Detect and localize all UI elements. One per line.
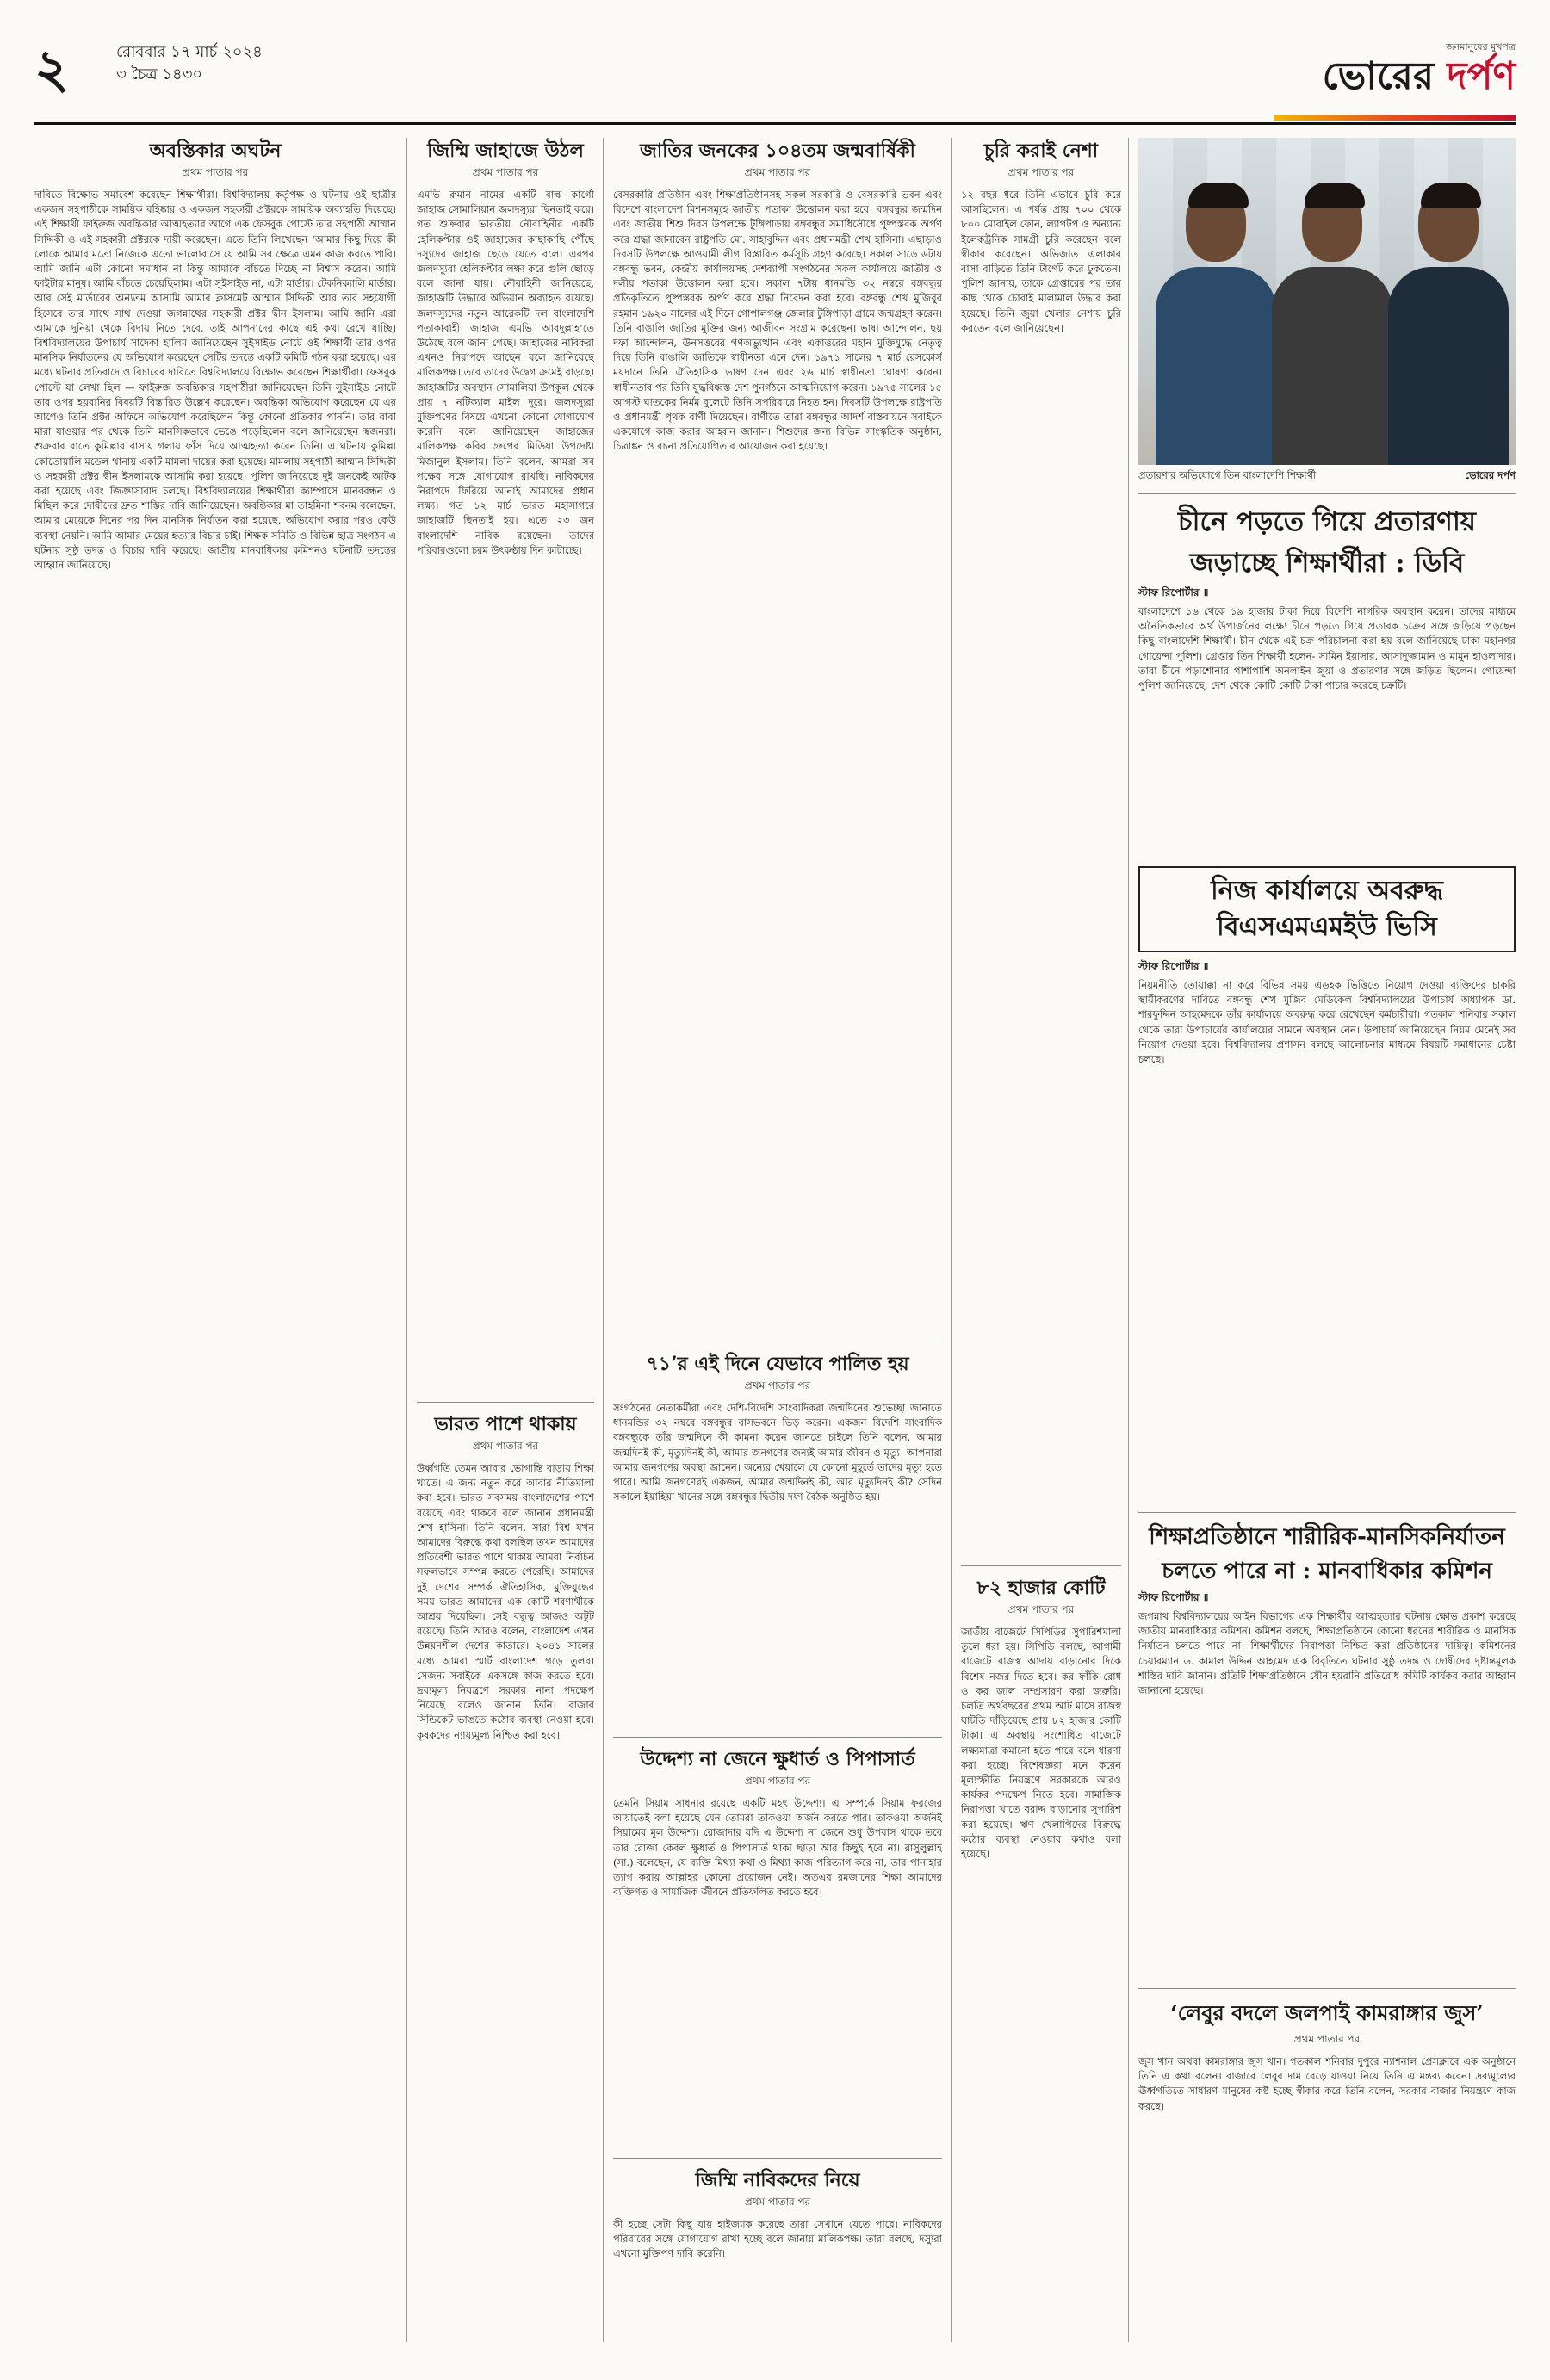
headline: অবস্তিকার অঘটন bbox=[149, 139, 282, 162]
article-body: দাবিতে বিক্ষোভ সমাবেশ করেছেন শিক্ষার্থীরা। বিশ্ববিদ্যালয় কর্তৃপক্ষ ও ঘটনায় ওই ছাত্রীর একজন সহপাঠীকে সাময়িক বহিষ্কার ও একজন সহকারী প্রক্টরকে সাময়িক অব্যাহতি দিয়েছে। এই শিক্ষার্থী ফাইরুজ অবন্তিকার আত্মহত্যার আগে এক ফেসবুক পোস্টে তার সহপাঠী আম্মান সিদ্দিকী ও এই সহকারী প্রক্টরকে দায়ী করেছেন। এতে তিনি লিখেছেন ‘আমার কিছু দিয়ে কী লোকে আমার মতো নিজেকে এতো ভালোবাসে যে আমি সব ক্ষেত্রে এমন কাজ করতে পারি। আমি জানি এটা কোনো সমাধান না কিন্তু আমাকে বাঁচতে দিচ্ছে না বিশ্বাস করেন। আমি ফাইটার মানুষ। আমি বাঁচতে চেয়েছিলাম। এটা সুইসাইড না, এটা মার্ডার। টেকনিক্যালি মার্ডার। আর সেই মার্ডারের অন্যতম আসামি আমার ক্লাসমেট আম্মান সিদ্দিকী আর তার সহযোগী হিসেবে তার সাথে সাথ দেওয়া জগন্নাথের সহকারী প্রক্টর দ্বীন ইসলাম। আমি জানি এরা আমাকে দুনিয়া থেকে বিদায় নিতে দেবে, তাই আপনাদের কাছে এই কথা রেখে যাচ্ছি। বিশ্ববিদ্যালয়ের উপাচার্য সাদেকা হালিম জানিয়েছেন সুইসাইড নোটে ওই শিক্ষার্থী তার ওপর মানসিক নির্যাতনের যে অভিযোগ করেছেন সেটির তদন্তে একটি কমিটি গঠন করা হয়েছে। এর মধ্যে ঘটনার প্রতিবাদে ও বিচারের দাবিতে বিশ্ববিদ্যালয়ে বিক্ষোভ করেছেন শিক্ষার্থীরা। ফেসবুক পোস্টে যা লেখা ছিল — ফাইরুজ অবন্তিকার সহপাঠীরা জানিয়েছেন তিনি সুইসাইড নোটে তার ওপর হয়রানির বিষয়টি বিস্তারিত উল্লেখ করেছেন। অবন্তিকা অভিযোগ করেছেন যে এর আগেও তিনি প্রক্টর অফিসে অভিযোগ করেছিলেন কিন্তু কোনো প্রতিকার পাননি। তার বাবা মারা যাওয়ার পর থেকে তিনি মানসিকভাবে ভেঙে পড়েছিলেন বলে জানিয়েছেন স্বজনরা। শুক্রবার রাতে কুমিল্লার বাসায় গলায় ফাঁস দিয়ে আত্মহত্যা করেন তিনি। এ ঘটনায় কুমিল্লা কোতোয়ালি মডেল থানায় একটি মামলা দায়ের করা হয়েছে। মামলায় সহপাঠী আম্মান সিদ্দিকী ও সহকারী প্রক্টর দ্বীন ইসলামকে আসামি করা হয়েছে। পুলিশ জানিয়েছে দুই জনকেই আটক করা হয়েছে এবং জিজ্ঞাসাবাদ চলছে। বিশ্ববিদ্যালয়ের শিক্ষার্থীরা ক্যাম্পাসে মানববন্ধন ও মিছিল করে দোষীদের দ্রুত শাস্তির দাবি জানিয়েছেন। অবন্তিকার মা তাহমিনা শবনম বলেছেন, আমার মেয়েকে দিনের পর দিন মানসিক নির্যাতন করা হয়েছে, অভিযোগ করার পরও কেউ ব্যবস্থা নেয়নি। আমি আমার মেয়ের হত্যার বিচার চাই। শিক্ষক সমিতি ও বিভিন্ন ছাত্র সংগঠন এ ঘটনার সুষ্ঠু তদন্ত ও বিচার দাবি করেছে। জাতীয় মানবাধিকার কমিশনও ঘটনাটি তদন্তের আহ্বান জানিয়েছে। bbox=[34, 189, 396, 572]
column-divider bbox=[603, 138, 604, 2342]
photo-person bbox=[1156, 188, 1276, 465]
photo-person bbox=[1272, 188, 1392, 465]
headline-line2: বিএসএমএমইউ ভিসি bbox=[1217, 912, 1437, 942]
article-body: সংগঠনের নেতাকর্মীরা এবং দেশি-বিদেশি সাংবাদিকরা জন্মদিনের শুভেচ্ছা জানাতে ধানমন্ডির ৩২ নম্বরে বঙ্গবন্ধুর বাসভবনে ভিড় করেন। একজন বিদেশি সাংবাদিক বঙ্গবন্ধুকে তাঁর জন্মদিনে কী কামনা করেন জানতে চাইলে তিনি বলেন, আমার জন্মদিনই কী, মৃত্যুদিনই কী, আমার জনগণের জন্যই আমার জীবন ও মৃত্যু। আপনারা আমার জনগণের অবস্থা জানেন। অন্যের খেয়ালে যে কোনো মুহূর্তে তাদের মৃত্যু হতে পারে। আমি জনগণেরই একজন, আমার জন্মদিনই কী, আর মৃত্যুদিনই কী? সেদিন সকালে ইয়াহিয়া খানের সঙ্গে বঙ্গবন্ধুর দ্বিতীয় দফা বৈঠক অনুষ্ঠিত হয়। bbox=[613, 1402, 942, 1503]
photo-credit: ভোরের দর্পণ bbox=[1465, 469, 1516, 481]
headline: উদ্দেশ্য না জেনে ক্ষুধার্ত ও পিপাসার্ত bbox=[640, 1748, 915, 1770]
headline-line2: জড়াচ্ছে শিক্ষার্থীরা : ডিবি bbox=[1189, 548, 1465, 579]
headline: জিম্মি জাহাজে উঠল bbox=[427, 139, 584, 162]
masthead bbox=[34, 34, 1516, 121]
continued-label: প্রথম পাতার পর bbox=[472, 1440, 539, 1452]
column-2 bbox=[417, 138, 594, 2359]
column-3 bbox=[613, 138, 942, 2359]
news-photo-three-students bbox=[1138, 138, 1516, 465]
continued-label: প্রথম পাতার পর bbox=[1008, 1603, 1075, 1615]
date-block bbox=[116, 41, 263, 86]
date-gregorian: রোববার ১৭ মার্চ ২০২৪ bbox=[116, 43, 263, 61]
headline: জাতির জনকের ১০৪তম জন্মবার্ষিকী bbox=[640, 139, 915, 162]
article-india-beside bbox=[417, 1411, 594, 1743]
headline-line1: চীনে পড়তে গিয়ে প্রতারণায় bbox=[1177, 506, 1477, 537]
continued-label: প্রথম পাতার পর bbox=[1293, 2033, 1361, 2045]
headline: ভারত পাশে থাকায় bbox=[434, 1413, 577, 1435]
headline: ‘লেবুর বদলে জলপাই কামরাঙ্গার জুস’ bbox=[1170, 2000, 1484, 2025]
continued-label: প্রথম পাতার পর bbox=[472, 166, 539, 178]
continued-label: প্রথম পাতার পর bbox=[182, 166, 249, 178]
newspaper-logo bbox=[1323, 40, 1516, 97]
logo-color-bar bbox=[1274, 115, 1516, 121]
article-separator bbox=[613, 1737, 942, 1738]
headline: জিম্মি নাবিকদের নিয়ে bbox=[695, 2169, 860, 2191]
article-china-fraud bbox=[1138, 503, 1516, 863]
continued-label: প্রথম পাতার পর bbox=[744, 1775, 811, 1787]
page-number: ২ bbox=[34, 37, 70, 100]
continued-label: প্রথম পাতার পর bbox=[1008, 166, 1075, 178]
article-body: নিয়মনীতি তোয়াক্কা না করে বিভিন্ন সময় এডহক ভিত্তিতে নিয়োগ দেওয়া ব্যক্তিদের চাকরি স্থায়ীকরণের দাবিতে বঙ্গবন্ধু শেখ মুজিব মেডিকেল বিশ্ববিদ্যালয়ের উপাচার্য অধ্যাপক ডা. শারফুদ্দিন আহমেদকে তাঁর কার্যালয়ে অবরুদ্ধ করে রেখেছেন কর্মচারীরা। গতকাল শনিবার সকাল থেকে তারা উপাচার্যের কার্যালয়ের সামনে অবস্থান নেন। উপাচার্য জানিয়েছেন নিয়ম মেনেই সব নিয়োগ দেওয়া হবে। বিশ্ববিদ্যালয় প্রশাসন বলছে আলোচনার মাধ্যমে বিষয়টি সমাধানের চেষ্টা চলছে। bbox=[1138, 979, 1516, 1066]
column-divider bbox=[1128, 138, 1129, 2342]
continued-label: প্রথম পাতার পর bbox=[744, 166, 811, 178]
article-body: উর্ধ্বগতি তেমন আবার ভোগান্তি বাড়ায় শিক্ষা খাতে। এ জন্য নতুন করে আবার নীতিমালা করা হবে। ভারত সবসময় বাংলাদেশের পাশে রয়েছে এবং থাকবে বলে জানান প্রধানমন্ত্রী শেখ হাসিনা। তিনি বলেন, সারা বিশ্ব যখন আমাদের বিরুদ্ধে কথা বলছিল তখন আমাদের প্রতিবেশী ভারত পাশে থাকায় আমরা নির্বাচন সফলভাবে সম্পন্ন করতে পেরেছি। আমাদের দুই দেশের সম্পর্ক ঐতিহাসিক, মুক্তিযুদ্ধের সময় ভারত আমাদের এক কোটি শরণার্থীকে আশ্রয় দিয়েছিল। সেই বন্ধুত্ব আজও অটুট রয়েছে। তিনি আরও বলেন, বাংলাদেশ এখন উন্নয়নশীল দেশের কাতারে। ২০৪১ সালের মধ্যে আমরা স্মার্ট বাংলাদেশ গড়ে তুলব। সেজন্য সবাইকে একসঙ্গে কাজ করতে হবে। দ্রব্যমূল্য নিয়ন্ত্রণে সরকার নানা পদক্ষেপ নিয়েছে বলেও জানান তিনি। বাজার সিন্ডিকেট ভাঙতে কঠোর ব্যবস্থা নেওয়া হবে। কৃষকদের ন্যায্যমূল্য নিশ্চিত করা হবে। bbox=[417, 1462, 594, 1741]
logo-word2: দর্পণ bbox=[1447, 54, 1516, 98]
article-body: ১২ বছর ধরে তিনি এভাবে চুরি করে আসছিলেন। এ পর্যন্ত প্রায় ৭০০ থেকে ৮০০ মোবাইল ফোন, ল্যাপটপ ও অন্যান্য ইলেকট্রনিক সামগ্রী চুরি করেছেন বলে স্বীকার করেছেন। অভিজাত এলাকার বাসা বাড়িতে তিনি টার্গেট করে ঢুকতেন। পুলিশ জানায়, তাকে গ্রেপ্তারের পর তার কাছ থেকে চোরাই মালামাল উদ্ধার করা হয়েছে। তিনি জুয়া খেলার নেশায় চুরি করতেন বলে জানিয়েছেন। bbox=[961, 189, 1121, 334]
logo-wordmark bbox=[1323, 56, 1516, 97]
continued-label: প্রথম পাতার পর bbox=[744, 2196, 811, 2208]
article-obontika bbox=[34, 138, 396, 2359]
article-fasting-purpose bbox=[613, 1746, 942, 2149]
headline: ৭১’র এই দিনে যেভাবে পালিত হয় bbox=[646, 1353, 909, 1375]
date-bengali: ৩ চৈত্র ১৪৩০ bbox=[116, 65, 203, 84]
headline-line1: নিজ কার্যালয়ে অবরুদ্ধ bbox=[1211, 876, 1443, 906]
article-separator bbox=[1138, 493, 1516, 494]
article-82-thousand-crore bbox=[961, 1575, 1121, 1862]
masthead-rule bbox=[34, 122, 1516, 125]
column-divider bbox=[951, 138, 952, 2342]
photo-caption: প্রতারণার অভিযোগে তিন বাংলাদেশি শিক্ষার্থী bbox=[1138, 469, 1317, 481]
article-separator bbox=[961, 1565, 1121, 1566]
article-birth-anniversary bbox=[613, 138, 942, 1333]
article-body: কী হচ্ছে সেটা কিছু যায় হাইজ্যাক করেছে তারা সেখানে যেতে পারে। নাবিকদের পরিবারের সঙ্গে যোগাযোগ রাখা হচ্ছে বলে জানায় মালিকপক্ষ। তারা বলছে, দস্যুরা এখনো মুক্তিপণ দাবি করেনি। bbox=[613, 2218, 942, 2260]
article-body: এমভি রুমান নামের একটি বাল্ক কার্গো জাহাজ সোমালিয়ান জলদস্যুরা ছিনতাই করে। গত শুক্রবার ভারতীয় নৌবাহিনীর একটি হেলিকপ্টার ওই জাহাজের কাছাকাছি পৌঁছে দস্যুদের জাহাজ ছেড়ে যেতে বলে। এরপর জলদস্যুরা হেলিকপ্টার লক্ষ্য করে গুলি ছোড়ে বলে জানা যায়। নৌবাহিনী জানিয়েছে, জাহাজটি উদ্ধারে অভিযান অব্যাহত রয়েছে। জলদস্যুদের নতুন আরেকটি দল বাংলাদেশি পতাকাবাহী জাহাজ এমভি আবদুল্লাহ’তে উঠেছে বলে জানা গেছে। জাহাজের নাবিকরা এখনও নিরাপদে আছেন বলে জানিয়েছে মালিকপক্ষ। তবে তাদের উদ্বেগ ক্রমেই বাড়ছে। জাহাজটির অবস্থান সোমালিয়া উপকূল থেকে প্রায় ৭ নটিক্যাল মাইল দূরে। জলদস্যুরা মুক্তিপণের বিষয়ে এখনো কোনো যোগাযোগ করেনি বলে জানিয়েছেন জাহাজের মালিকপক্ষ কবির গ্রুপের মিডিয়া উপদেষ্টা মিজানুল ইসলাম। তিনি বলেন, আমরা সব পক্ষের সঙ্গে যোগাযোগ রাখছি। নাবিকদের নিরাপদে ফিরিয়ে আনাই আমাদের প্রধান লক্ষ্য। গত ১২ মার্চ ভারত মহাসাগরে জাহাজটি ছিনতাই হয়। এতে ২৩ জন বাংলাদেশি নাবিক রয়েছেন। তাদের পরিবারগুলো চরম উৎকণ্ঠায় দিন কাটাচ্ছে। bbox=[417, 189, 594, 556]
logo-tagline: জনমানুষের মুখপত্র bbox=[1445, 41, 1516, 53]
article-hostage-ship bbox=[417, 138, 594, 1393]
article-separator bbox=[613, 2158, 942, 2159]
article-lemon-juice bbox=[1138, 1998, 1516, 2114]
article-body: বাংলাদেশে ১৬ থেকে ১৯ হাজার টাকা দিয়ে বিদেশি নাগরিক অবস্থান করেন। তাদের মাধ্যমে অনৈতিকভাবে অর্থ উপার্জনের লক্ষ্যে চীনে পড়তে গিয়ে প্রতারক চক্রের সঙ্গে জড়িয়ে পড়ছেন কিছু বাংলাদেশি শিক্ষার্থী। চীন থেকে এই চক্র পরিচালনা করা হয় বলে জানিয়েছে ঢাকা মহানগর গোয়েন্দা পুলিশ। গ্রেপ্তার তিন শিক্ষার্থী হলেন- সামিন ইয়াসার, আসাদুজ্জামান ও মামুন হাওলাদার। তারা চীনে পড়াশোনার পাশাপাশি অনলাইন জুয়া ও প্রতারণার সঙ্গে জড়িত ছিলেন। গোয়েন্দা পুলিশ জানিয়েছে, দেশ থেকে কোটি কোটি টাকা পাচার করেছে চক্রটি। bbox=[1138, 605, 1516, 692]
article-separator bbox=[417, 1402, 594, 1403]
headline: ৮২ হাজার কোটি bbox=[976, 1577, 1106, 1599]
logo-word1: ভোরের bbox=[1322, 54, 1435, 98]
headline: চুরি করাই নেশা bbox=[983, 139, 1099, 162]
article-separator bbox=[1138, 1512, 1516, 1513]
photo-person bbox=[1388, 188, 1509, 465]
column-4 bbox=[961, 138, 1121, 2359]
article-body: বেসরকারি প্রতিষ্ঠান এবং শিক্ষাপ্রতিষ্ঠানসহ সকল সরকারি ও বেসরকারি ভবন এবং বিদেশে বাংলাদেশ মিশনসমূহে জাতীয় পতাকা উত্তোলন করা হবে। বঙ্গবন্ধুর জন্মদিন এবং জাতীয় শিশু দিবস উপলক্ষে টুঙ্গিপাড়ায় বঙ্গবন্ধুর সমাধিসৌধে পুষ্পস্তবক অর্পণ করে শ্রদ্ধা জানাবেন রাষ্ট্রপতি মো. সাহাবুদ্দিন এবং প্রধানমন্ত্রী শেখ হাসিনা। এছাড়াও দিবসটি উপলক্ষে আওয়ামী লীগ বিস্তারিত কর্মসূচি গ্রহণ করেছে। সকাল সাড়ে ৬টায় বঙ্গবন্ধু ভবন, কেন্দ্রীয় কার্যালয়সহ দেশব্যাপী সংগঠনের সকল কার্যালয়ে জাতীয় ও দলীয় পতাকা উত্তোলন করা হবে। সকাল ৭টায় ধানমন্ডি ৩২ নম্বরে বঙ্গবন্ধুর প্রতিকৃতিতে পুষ্পস্তবক অর্পণ করে শ্রদ্ধা নিবেদন করা হবে। বঙ্গবন্ধু শেখ মুজিবুর রহমান ১৯২০ সালের এই দিনে গোপালগঞ্জ জেলার টুঙ্গিপাড়া গ্রামে জন্মগ্রহণ করেন। তিনি বাঙালি জাতির মুক্তির জন্য আজীবন সংগ্রাম করেছেন। ভাষা আন্দোলন, ছয় দফা আন্দোলন, ঊনসত্তরের গণঅভ্যুত্থান এবং একাত্তরের মহান মুক্তিযুদ্ধে নেতৃত্ব দিয়ে তিনি বাঙালি জাতিকে স্বাধীনতা এনে দেন। ১৯৭১ সালের ৭ মার্চ রেসকোর্স ময়দানে তিনি ঐতিহাসিক ভাষণ দেন এবং ২৬ মার্চ স্বাধীনতা ঘোষণা করেন। স্বাধীনতার পর তিনি যুদ্ধবিধ্বস্ত দেশ পুনর্গঠনে আত্মনিয়োগ করেন। ১৯৭৫ সালের ১৫ আগস্ট ঘাতকের নির্মম বুলেটে তিনি সপরিবারে নিহত হন। দিবসটি উপলক্ষে রাষ্ট্রপতি ও প্রধানমন্ত্রী পৃথক বাণী দিয়েছেন। বাণীতে তারা বঙ্গবন্ধুর আদর্শ বাস্তবায়নে সবাইকে একযোগে কাজ করার আহ্বান জানান। শিশুদের জন্য বিভিন্ন সাংস্কৃতিক অনুষ্ঠান, চিত্রাঙ্কন ও রচনা প্রতিযোগিতার আয়োজন করা হয়েছে। bbox=[613, 189, 942, 453]
article-theft-addiction bbox=[961, 138, 1121, 1557]
byline: স্টাফ রিপোর্টার ॥ bbox=[1138, 586, 1209, 598]
photo-caption-row bbox=[1138, 468, 1516, 485]
column-5 bbox=[1138, 138, 1516, 2359]
headline-line2: চলতে পারে না : মানবাধিকার কমিশন bbox=[1162, 1559, 1492, 1584]
article-71-this-day bbox=[613, 1351, 942, 1728]
byline: স্টাফ রিপোর্টার ॥ bbox=[1138, 1591, 1209, 1603]
article-bsmmu-vc bbox=[1138, 959, 1516, 1503]
article-body: জগন্নাথ বিশ্ববিদ্যালয়ের আইন বিভাগের এক শিক্ষার্থীর আত্মহত্যার ঘটনায় ক্ষোভ প্রকাশ করেছে জাতীয় মানবাধিকার কমিশন। কমিশন বলছে, শিক্ষাপ্রতিষ্ঠানে কোনো ধরনের শারীরিক ও মানসিক নির্যাতন চলতে পারে না। শিক্ষার্থীদের নিরাপত্তা নিশ্চিত করা প্রতিষ্ঠানের দায়িত্ব। কমিশনের চেয়ারম্যান ড. কামাল উদ্দিন আহমেদ এক বিবৃতিতে ঘটনার সুষ্ঠু তদন্ত ও দোষীদের দৃষ্টান্তমূলক শাস্তির দাবি জানান। প্রতিটি শিক্ষাপ্রতিষ্ঠানে যৌন হয়রানি প্রতিরোধ কমিটি কার্যকর করার আহ্বান জানানো হয়েছে। bbox=[1138, 1610, 1516, 1697]
headline-line1: শিক্ষাপ্রতিষ্ঠানে শারীরিক-মানসিকনির্যাতন bbox=[1149, 1524, 1505, 1550]
article-human-rights bbox=[1138, 1522, 1516, 1980]
article-separator bbox=[1138, 1988, 1516, 1989]
article-hostage-sailors bbox=[613, 2167, 942, 2262]
boxed-headline bbox=[1138, 866, 1516, 952]
article-body: জাতীয় বাজেটে সিপিডির সুপারিশমালা তুলে ধরা হয়। সিপিডি বলছে, আগামী বাজেটে রাজস্ব আদায় বাড়ানোর দিকে বিশেষ নজর দিতে হবে। কর ফাঁকি রোধ ও কর জাল সম্প্রসারণ করা জরুরি। চলতি অর্থবছরের প্রথম আট মাসে রাজস্ব ঘাটতি দাঁড়িয়েছে প্রায় ৮২ হাজার কোটি টাকা। এ অবস্থায় সংশোধিত বাজেটে লক্ষ্যমাত্রা কমানো হতে পারে বলে ধারণা করা হচ্ছে। বিশেষজ্ঞরা মনে করেন মূল্যস্ফীতি নিয়ন্ত্রণে সরকারকে আরও কার্যকর পদক্ষেপ নিতে হবে। সামাজিক নিরাপত্তা খাতে বরাদ্দ বাড়ানোর সুপারিশ করা হয়েছে। ঋণ খেলাপিদের বিরুদ্ধে কঠোর ব্যবস্থা নেওয়ার কথাও বলা হয়েছে। bbox=[961, 1626, 1121, 1861]
article-body: জুস খান অথবা কামরাঙ্গার জুস খান। গতকাল শনিবার দুপুরে ন্যাশনাল প্রেসক্লাবে এক অনুষ্ঠানে তিনি এ কথা বলেন। বাজারে লেবুর দাম বেড়ে যাওয়া নিয়ে তিনি এ মন্তব্য করেন। দ্রব্যমূল্যের ঊর্ধ্বগতিতে সাধারণ মানুষের কষ্ট হচ্ছে স্বীকার করে তিনি বলেন, সরকার বাজার নিয়ন্ত্রণে কাজ করছে। bbox=[1138, 2055, 1516, 2112]
continued-label: প্রথম পাতার পর bbox=[744, 1379, 811, 1391]
column-divider bbox=[406, 138, 407, 2342]
byline: স্টাফ রিপোর্টার ॥ bbox=[1138, 960, 1209, 972]
article-body: তেমনি সিয়াম সাধনার রয়েছে একটি মহৎ উদ্দেশ্য। এ সম্পর্কে সিয়াম ফরজের আয়াতেই বলা হয়েছে যেন তোমরা তাকওয়া অর্জন করতে পার। তাকওয়া অর্জনই সিয়ামের মূল উদ্দেশ্য। রোজাদার যদি এ উদ্দেশ্য না জেনে শুধু উপবাস থাকে তবে তার রোজা কেবল ক্ষুধার্ত ও পিপাসার্ত থাকা ছাড়া আর কিছুই হবে না। রাসুলুল্লাহ (সা.) বলেছেন, যে ব্যক্তি মিথ্যা কথা ও মিথ্যা কাজ পরিত্যাগ করে না, তার পানাহার ত্যাগ করায় আল্লাহর কোনো প্রয়োজন নেই। অতএব রমজানের শিক্ষা আমাদের ব্যক্তিগত ও সামাজিক জীবনে প্রতিফলিত করতে হবে। bbox=[613, 1797, 942, 1899]
